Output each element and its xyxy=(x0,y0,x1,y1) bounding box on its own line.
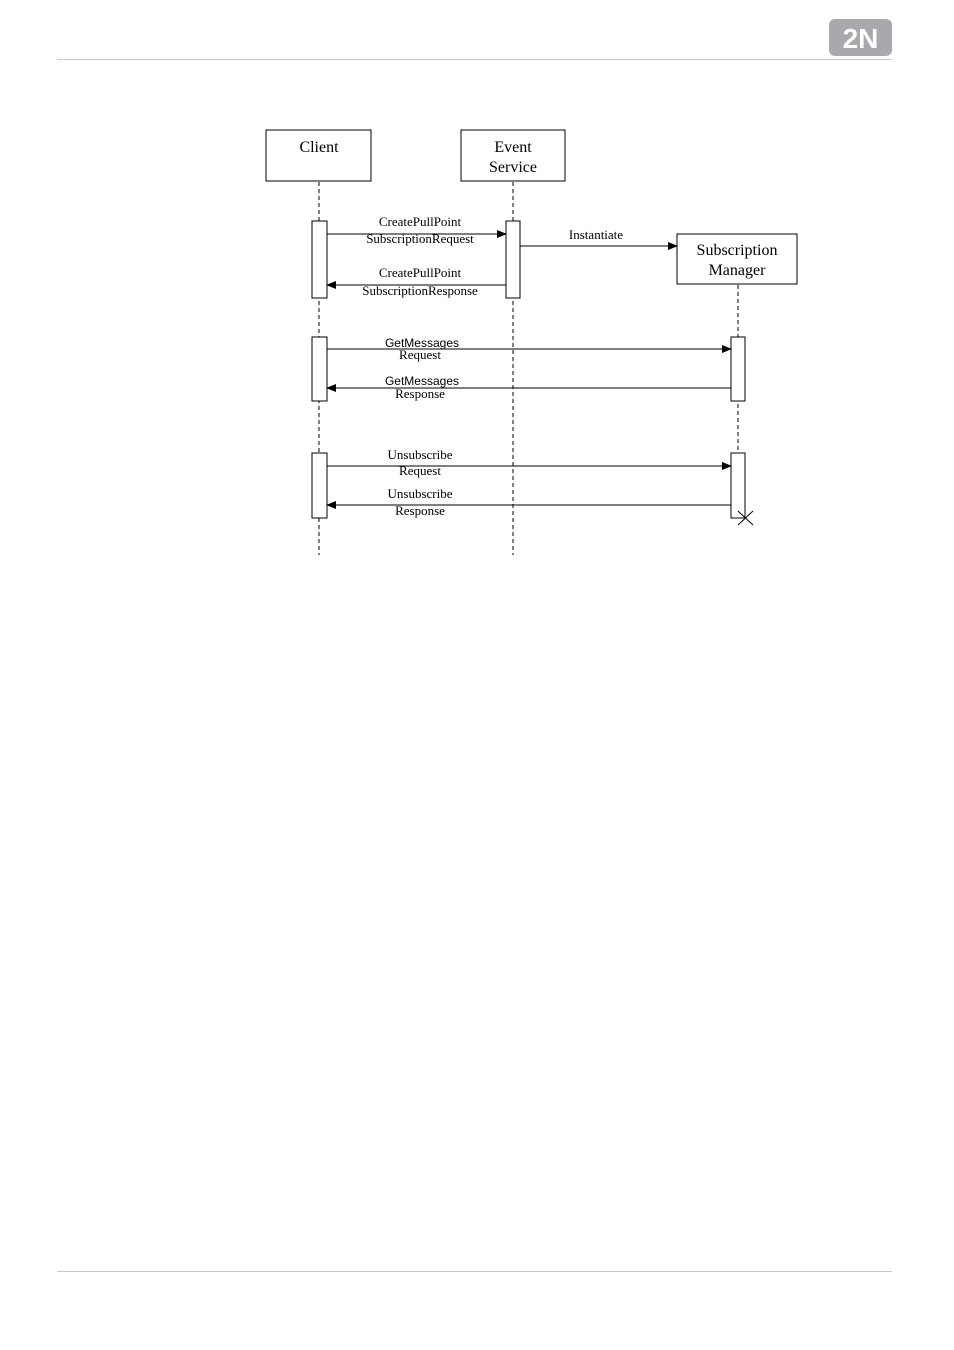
getmessages-request-label-line2: Request xyxy=(399,347,441,362)
create-response-label-line1: CreatePullPoint xyxy=(378,265,462,280)
event-service-label-line1: Event xyxy=(494,139,532,156)
client-activation-3 xyxy=(312,453,327,518)
event-service-activation xyxy=(506,221,520,298)
unsubscribe-response-label-line2: Response xyxy=(395,503,445,518)
event-service-label-line2: Service xyxy=(489,159,537,176)
subscription-manager-label-line1: Subscription xyxy=(696,242,778,259)
instantiate-label: Instantiate xyxy=(568,227,624,242)
subscription-manager-activation-2 xyxy=(731,453,745,518)
client-activation-2 xyxy=(312,337,327,401)
getmessages-request-label-line1: GetMessages xyxy=(384,336,460,350)
create-request-label-line2: SubscriptionRequest xyxy=(366,231,474,246)
client-activation-1 xyxy=(312,221,327,298)
getmessages-response-label-line1: GetMessages xyxy=(384,374,460,388)
unsubscribe-response-label-line1: Unsubscribe xyxy=(387,486,453,501)
unsubscribe-request-label-line2: Request xyxy=(399,463,441,478)
subscription-manager-label-line2: Manager xyxy=(708,262,766,279)
getmessages-response-label-line2: Response xyxy=(395,386,445,401)
create-request-label-line1: CreatePullPoint xyxy=(378,214,462,229)
footer-rule xyxy=(57,1271,892,1272)
sequence-diagram xyxy=(0,0,954,600)
subscription-manager-participant xyxy=(677,234,797,284)
brand-logo-text: 2N xyxy=(842,23,879,54)
subscription-manager-activation-1 xyxy=(731,337,745,401)
event-service-participant xyxy=(461,130,565,181)
create-response-label-line2: SubscriptionResponse xyxy=(362,283,478,298)
client-participant xyxy=(266,130,371,181)
unsubscribe-request-label-line1: Unsubscribe xyxy=(387,447,453,462)
client-label: Client xyxy=(299,139,339,156)
